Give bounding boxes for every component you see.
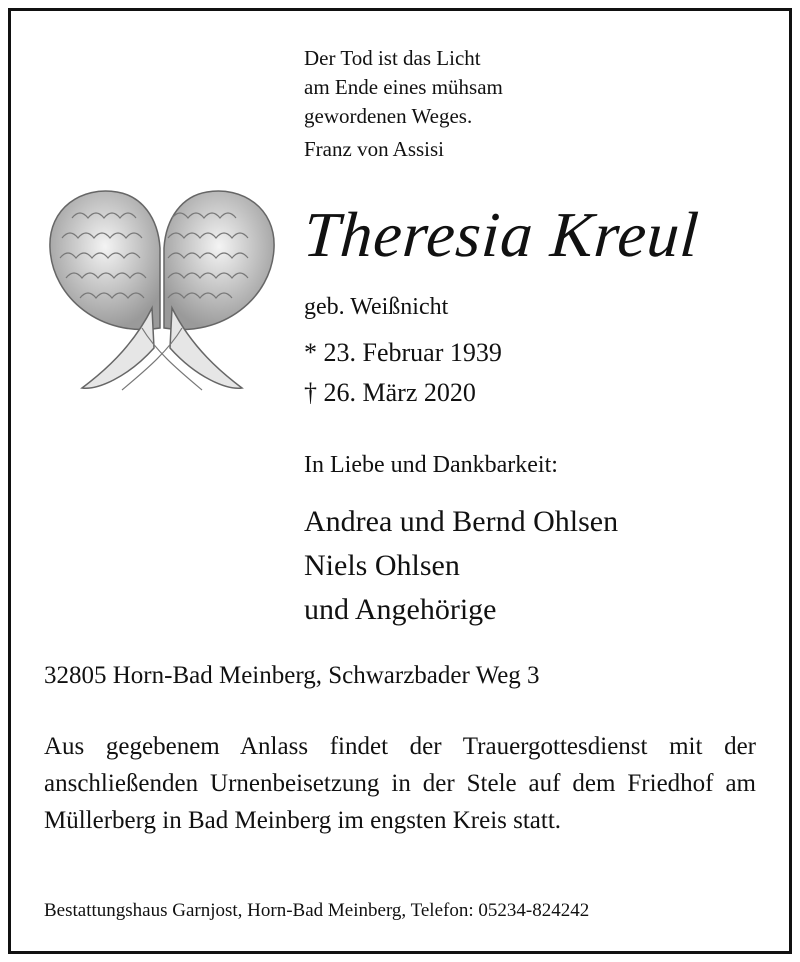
- mourner-address: 32805 Horn-Bad Meinberg, Schwarzbader Weg 3: [44, 662, 540, 689]
- quote-line: am Ende eines mühsam: [304, 75, 503, 99]
- mourner-name: Andrea und Bernd Ohlsen: [304, 505, 619, 538]
- death-date: † 26. März 2020: [304, 378, 476, 407]
- funeral-home-contact: Bestattungshaus Garnjost, Horn-Bad Meinberg, Telefon: 05234-824242: [44, 900, 590, 921]
- quote-line: Der Tod ist das Licht: [304, 46, 481, 70]
- deceased-name: Theresia Kreul: [301, 199, 702, 270]
- birth-date: * 23. Februar 1939: [304, 338, 502, 367]
- angel-wings-heart-icon: [42, 178, 282, 398]
- mourners-list: [304, 500, 618, 632]
- quote-author: Franz von Assisi: [304, 137, 445, 161]
- quote-line: gewordenen Weges.: [304, 104, 473, 128]
- maiden-name: geb. Weißnicht: [304, 294, 449, 320]
- mourner-name: und Angehörige: [304, 593, 497, 626]
- funeral-notice: Aus gegebenem Anlass findet der Trauergottesdienst mit der anschließenden Urnenbeisetzung in der Stele auf dem Friedhof am Müllerberg in Bad Meinberg im engsten Kreis statt.: [44, 733, 756, 834]
- quote-block: [304, 44, 503, 164]
- mourner-name: Niels Ohlsen: [304, 549, 460, 582]
- thanks-intro: In Liebe und Dankbarkeit:: [304, 452, 558, 478]
